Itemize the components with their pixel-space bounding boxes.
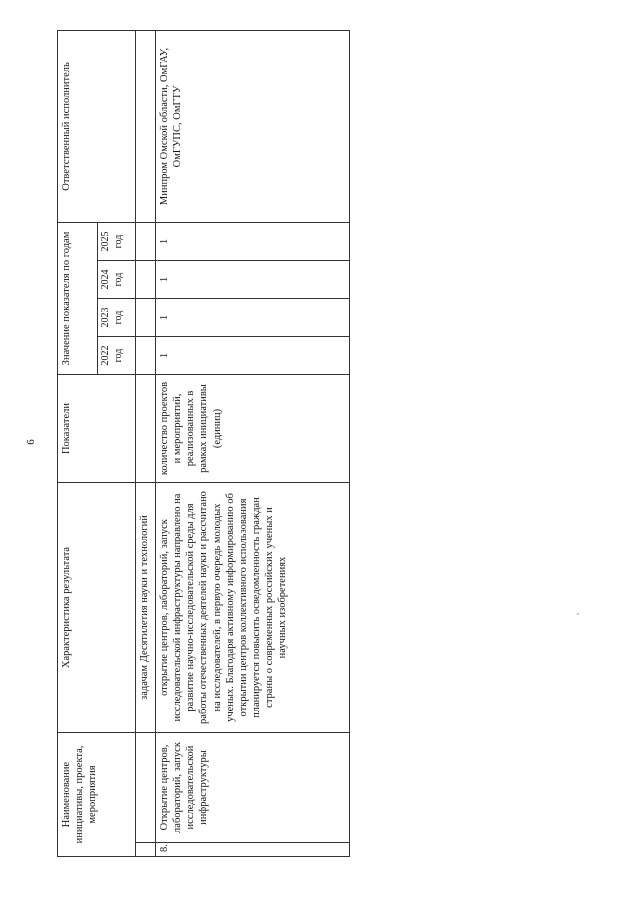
header-name: Наименование инициативы, проекта, мероприятия xyxy=(58,733,136,857)
row-responsible: Минпром Омской области, ОмГАУ, ОмГУПС, ОмГТУ xyxy=(156,30,350,222)
results-table xyxy=(57,30,350,857)
header-year-2023: 2023 год xyxy=(98,299,136,337)
row-value-2025: 1 xyxy=(156,222,350,260)
document-table-frame xyxy=(57,31,350,857)
row-number: 8. xyxy=(156,843,350,857)
row-characteristic: открытие центров, лабораторий, запуск исследовательской инфраструктуры направлено на развитие научно-исследовательской среды для работы отечественных деятелей науки и рассчитано на исследователей, в первую очередь молодых ученых. Благодаря активному информированию об открытии центров коллективного использования планируется повысить осведомленность граждан страны о современных российских ученых и научных изобретениях xyxy=(156,483,350,733)
page-number: 6 xyxy=(24,439,37,445)
header-indicators: Показатели xyxy=(58,375,136,483)
header-values-group: Значение показателя по годам xyxy=(58,222,98,374)
section-row-text: задачам Десятилетия науки и технологий xyxy=(136,483,156,733)
header-responsible: Ответственный исполнитель xyxy=(58,30,136,222)
table-row xyxy=(156,30,350,856)
row-name: Открытие центров, лабораторий, запуск исследовательской инфраструктуры xyxy=(156,733,350,843)
header-characteristic: Характеристика результата xyxy=(58,483,136,733)
row-indicator: количество проектов и мероприятий, реализованных в рамках инициативы (единиц) xyxy=(156,375,350,483)
header-year-2022: 2022 год xyxy=(98,337,136,375)
header-year-2024: 2024 год xyxy=(98,261,136,299)
header-year-2025: 2025 год xyxy=(98,222,136,260)
section-row xyxy=(136,30,156,856)
row-value-2023: 1 xyxy=(156,299,350,337)
scan-speck xyxy=(577,613,579,615)
table-header-row xyxy=(58,30,98,856)
row-value-2022: 1 xyxy=(156,337,350,375)
row-value-2024: 1 xyxy=(156,261,350,299)
